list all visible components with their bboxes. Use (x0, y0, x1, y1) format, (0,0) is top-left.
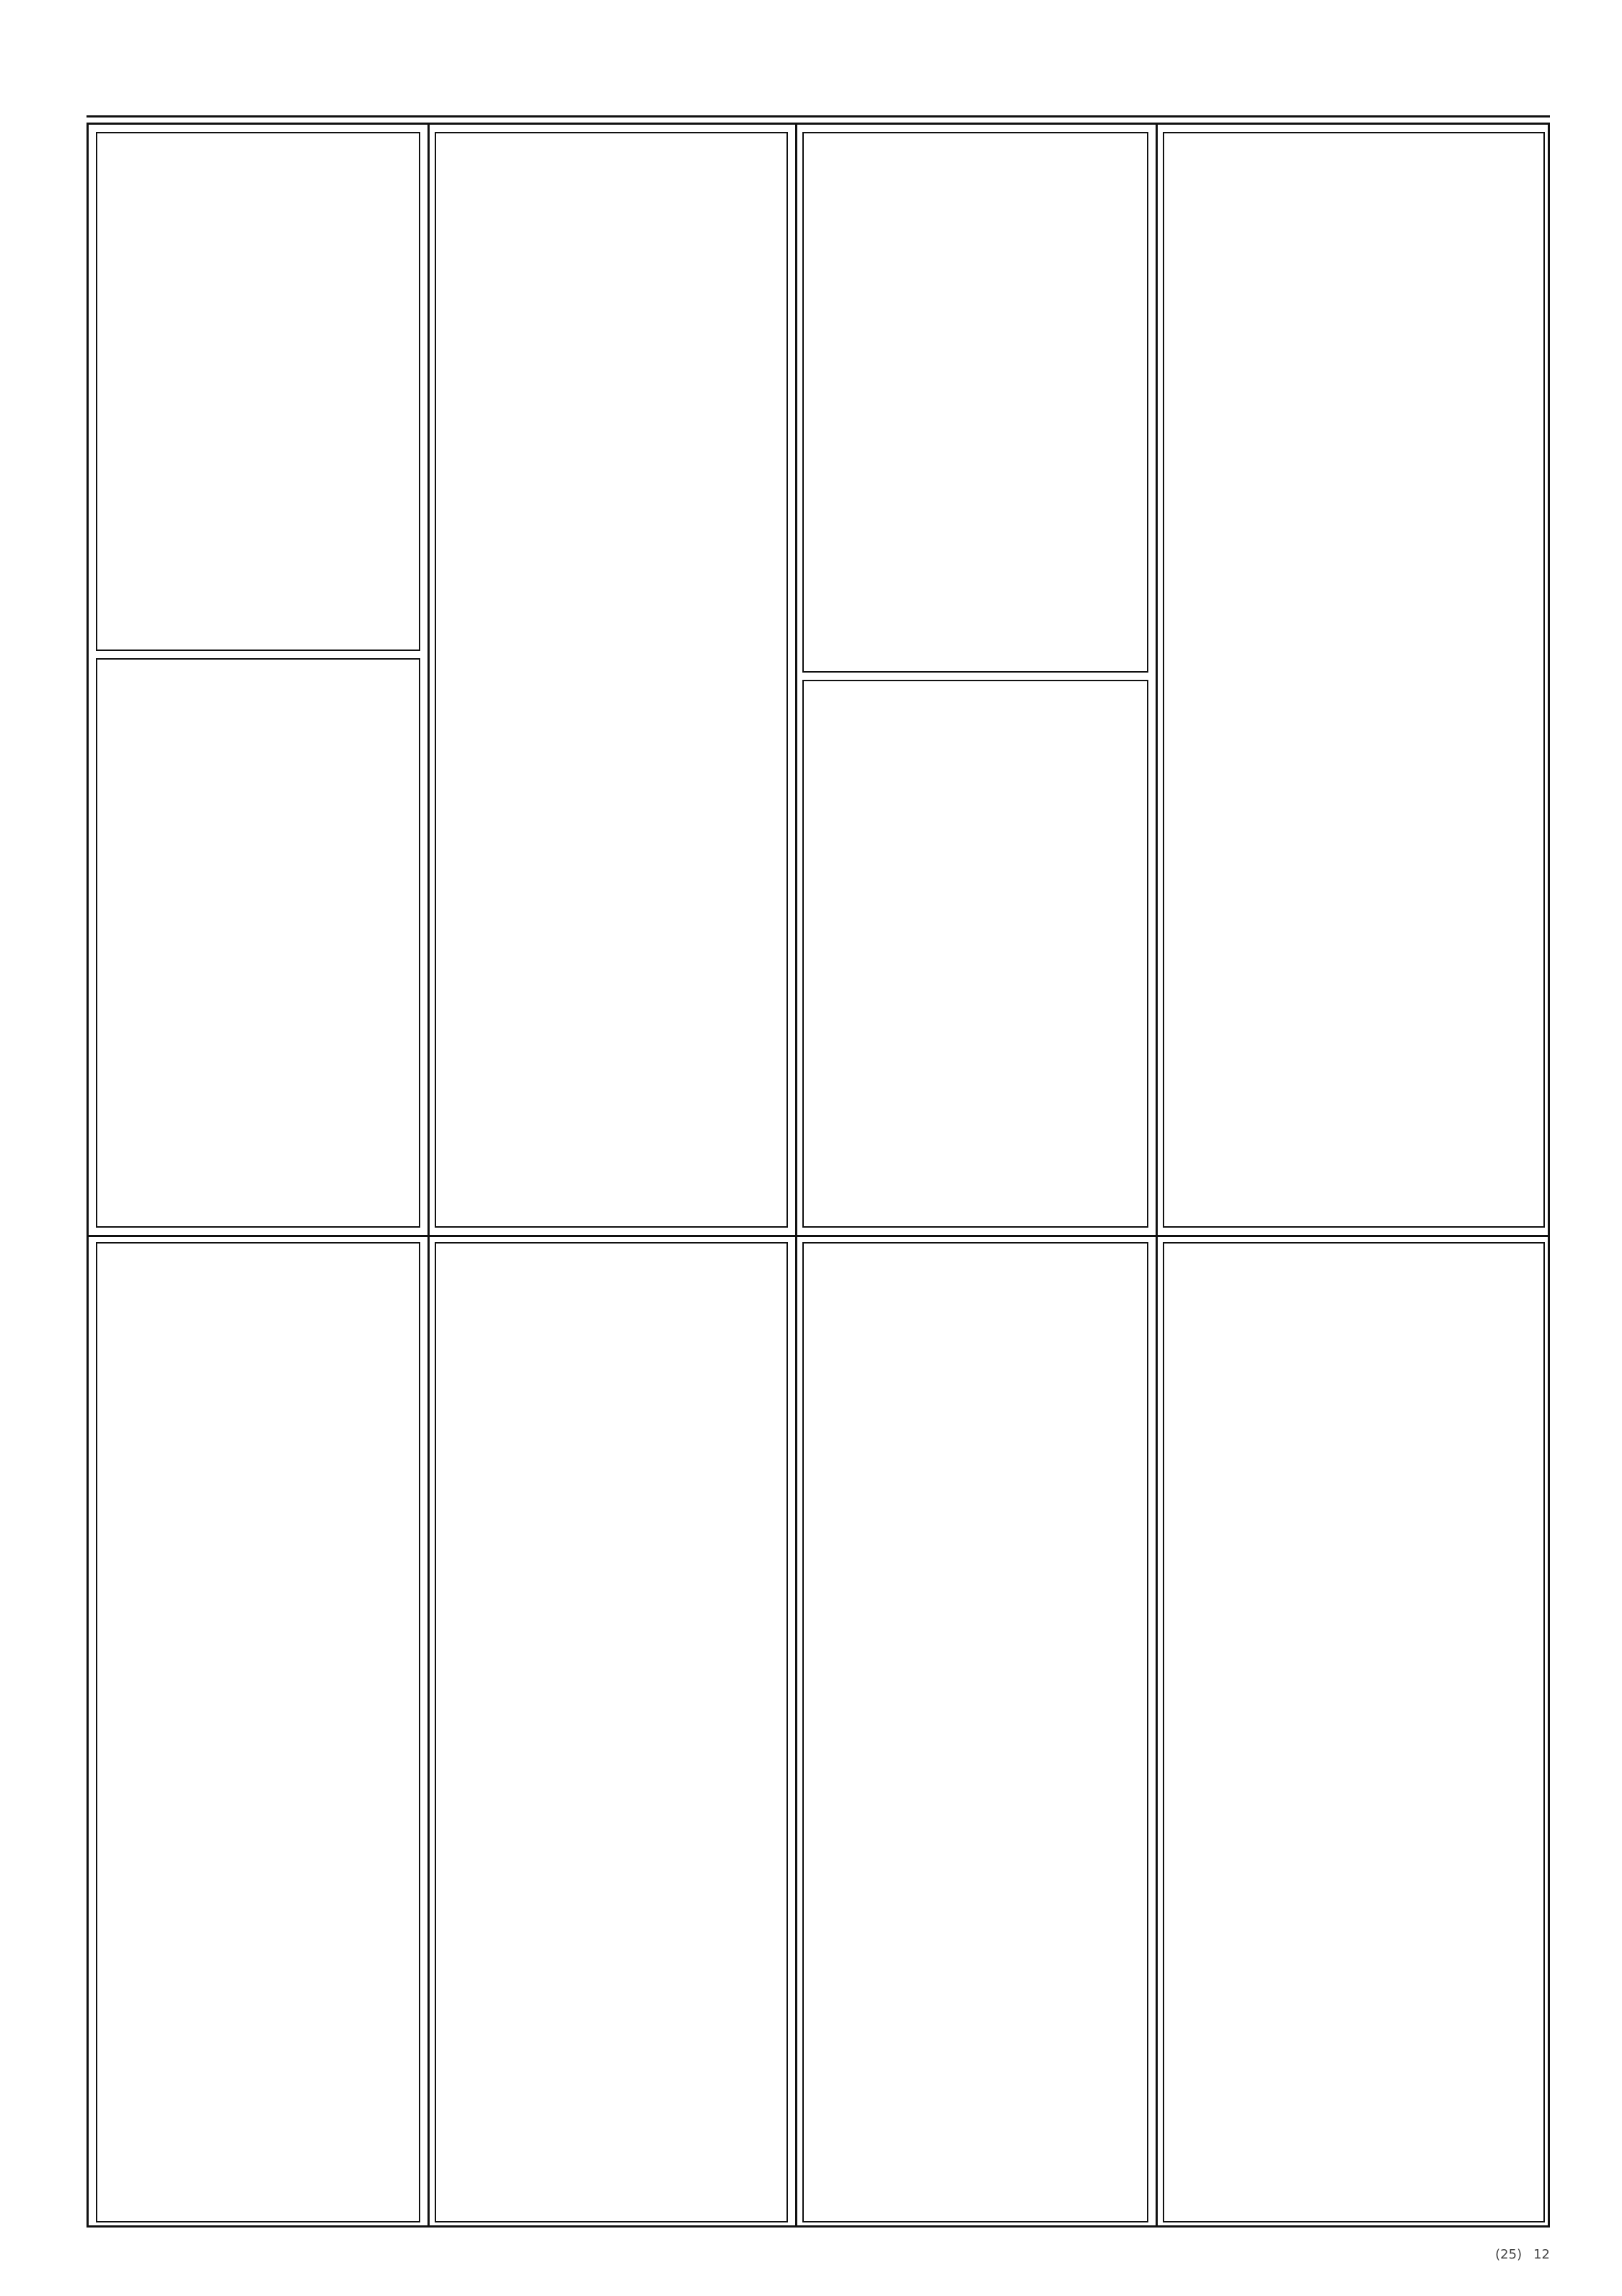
mid-ad-2 (802, 680, 1148, 1228)
right-ad-2 (1163, 1235, 1545, 1242)
left-ad-1 (96, 132, 420, 651)
mid-ad-3 (802, 1242, 1148, 2222)
section-divider-vertical-left (427, 125, 430, 2225)
main-frame (87, 123, 1550, 2228)
mid-ad-1 (802, 132, 1148, 673)
footer-left-code: (25) (1495, 2247, 1523, 2262)
top-center-ad (435, 132, 788, 1228)
left-ad-2 (96, 658, 420, 1228)
section-divider-vertical-mid (795, 125, 797, 2225)
bottom-left-ad (96, 1242, 420, 2222)
footer-right-code: 12 (1533, 2247, 1550, 2262)
right-ad-1 (1163, 132, 1545, 1228)
page-footer (87, 2235, 1550, 2274)
bottom-mid-ad (435, 1242, 788, 2222)
masthead (87, 29, 1550, 118)
section-divider-vertical-right (1156, 125, 1158, 2225)
bottom-right-ad (1163, 1242, 1545, 2222)
